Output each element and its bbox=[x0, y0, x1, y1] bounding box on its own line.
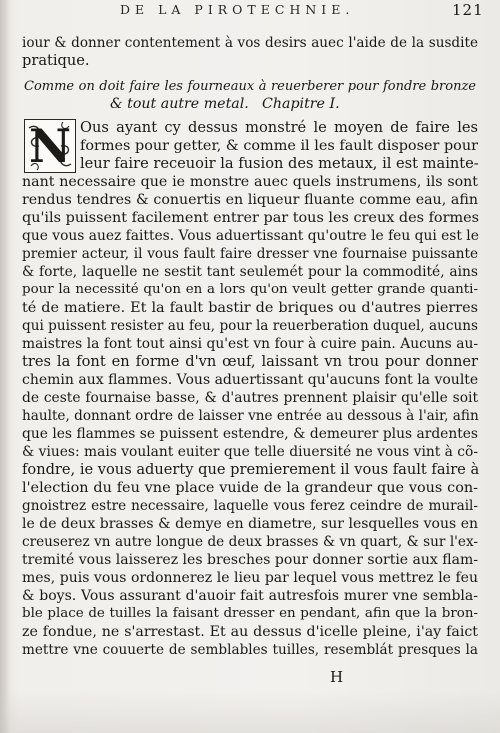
chapter-heading-line: Comme on doit faire les fourneaux à reuerberer pour fondre bronze bbox=[24, 79, 476, 94]
running-head: DE LA PIROTECHNIE. bbox=[120, 2, 355, 17]
page-shadow bbox=[0, 690, 500, 733]
body-line: mes, puis vous ordonnerez le lieu par lequel vous mettrez le feu bbox=[22, 570, 478, 586]
body-line: haulte, donnant ordre de laisser vne entrée au dessous à l'air, afin bbox=[22, 408, 479, 424]
body-line: rendus tendres & conuertis en liqueur fluante comme eau, afin bbox=[22, 192, 478, 208]
drop-cap-initial bbox=[24, 119, 76, 173]
body-line: formes pour getter, & comme il les fault disposer pour bbox=[80, 138, 478, 154]
body-line: que les flammes se puissent estendre, & demeurer plus ardentes bbox=[22, 426, 478, 442]
body-line: chemin aux flammes. Vous aduertissant qu'aucuns font la voulte bbox=[22, 372, 479, 388]
continuation-line: pratique. bbox=[22, 52, 90, 69]
body-line: pour la necessité qu'on en a lors qu'on veult getter grande quanti- bbox=[22, 282, 478, 297]
body-line: tres la font en forme d'vn œuf, laissant vn trou pour donner bbox=[22, 353, 478, 370]
chapter-label: Chapitre I. bbox=[262, 96, 340, 112]
body-line: de ceste fournaise basse, & d'autres prennent plaisir qu'elle soit bbox=[22, 390, 478, 406]
body-line: qu'ils puissent facilement entrer par tous les creux des formes bbox=[22, 210, 480, 226]
body-line: & boys. Vous assurant d'auoir fait autresfois murer vne sembla- bbox=[22, 588, 478, 604]
body-line: ble place de tuilles la faisant dresser en pendant, afin que la bron- bbox=[22, 606, 478, 621]
body-line: qui puissent resister au feu, pour la reuerberation duquel, aucuns bbox=[22, 318, 478, 334]
continuation-line: iour & donner contentement à vos desirs auec l'aide de la susdite bbox=[22, 35, 478, 51]
body-line: tremité vous laisserez les bresches pour donner sortie aux flam- bbox=[22, 552, 478, 568]
page-number: 121 bbox=[452, 1, 484, 19]
body-line: mettre vne couuerte de semblables tuilles, resemblát presques la bbox=[22, 642, 478, 658]
drop-cap-letter: N bbox=[28, 119, 72, 173]
body-line: gnoistrez estre necessaire, laquelle vous ferez ceindre de murail- bbox=[22, 498, 478, 514]
body-line: que vous auez faittes. Vous aduertissant qu'outre le feu qui est le bbox=[22, 228, 479, 244]
body-line: premier acteur, il vous fault faire dresser vne fournaise puissante bbox=[22, 246, 478, 262]
body-line: le de deux brasses & demye en diametre, sur lesquelles vous en bbox=[22, 516, 478, 532]
body-line: nant necessaire que ie monstre auec quels instrumens, ils sont bbox=[22, 174, 478, 190]
body-line: ze fondue, ne s'arrestast. Et au dessus d'icelle pleine, i'ay faict bbox=[22, 624, 478, 640]
body-line: l'election du feu vne place vuide de la grandeur que vous con- bbox=[22, 480, 478, 496]
body-line: & viues: mais voulant euiter que telle diuersité ne vous vint à cõ- bbox=[22, 444, 478, 460]
signature-mark: H bbox=[330, 668, 344, 686]
body-line: & forte, laquelle ne sestit tant seulemét pour la commodité, ains bbox=[22, 264, 478, 280]
body-line: maistres la font tout ainsi qu'est vn four à cuire pain. Aucuns au- bbox=[22, 336, 478, 352]
body-line: Ous ayant cy dessus monstré le moyen de faire les bbox=[80, 119, 478, 136]
body-line: creuserez vn autre longue de deux brasses & vn quart, & sur l'ex- bbox=[22, 534, 478, 550]
body-line: leur faire receuoir la fusion des metaux, il est mainte- bbox=[80, 155, 479, 172]
chapter-heading-line: & tout autre metal. bbox=[110, 96, 249, 112]
body-line: té de matiere. Et la fault bastir de briques ou d'autres pierres bbox=[22, 300, 478, 316]
body-line: fondre, ie vous aduerty que premierement il vous fault faire à bbox=[22, 461, 480, 478]
